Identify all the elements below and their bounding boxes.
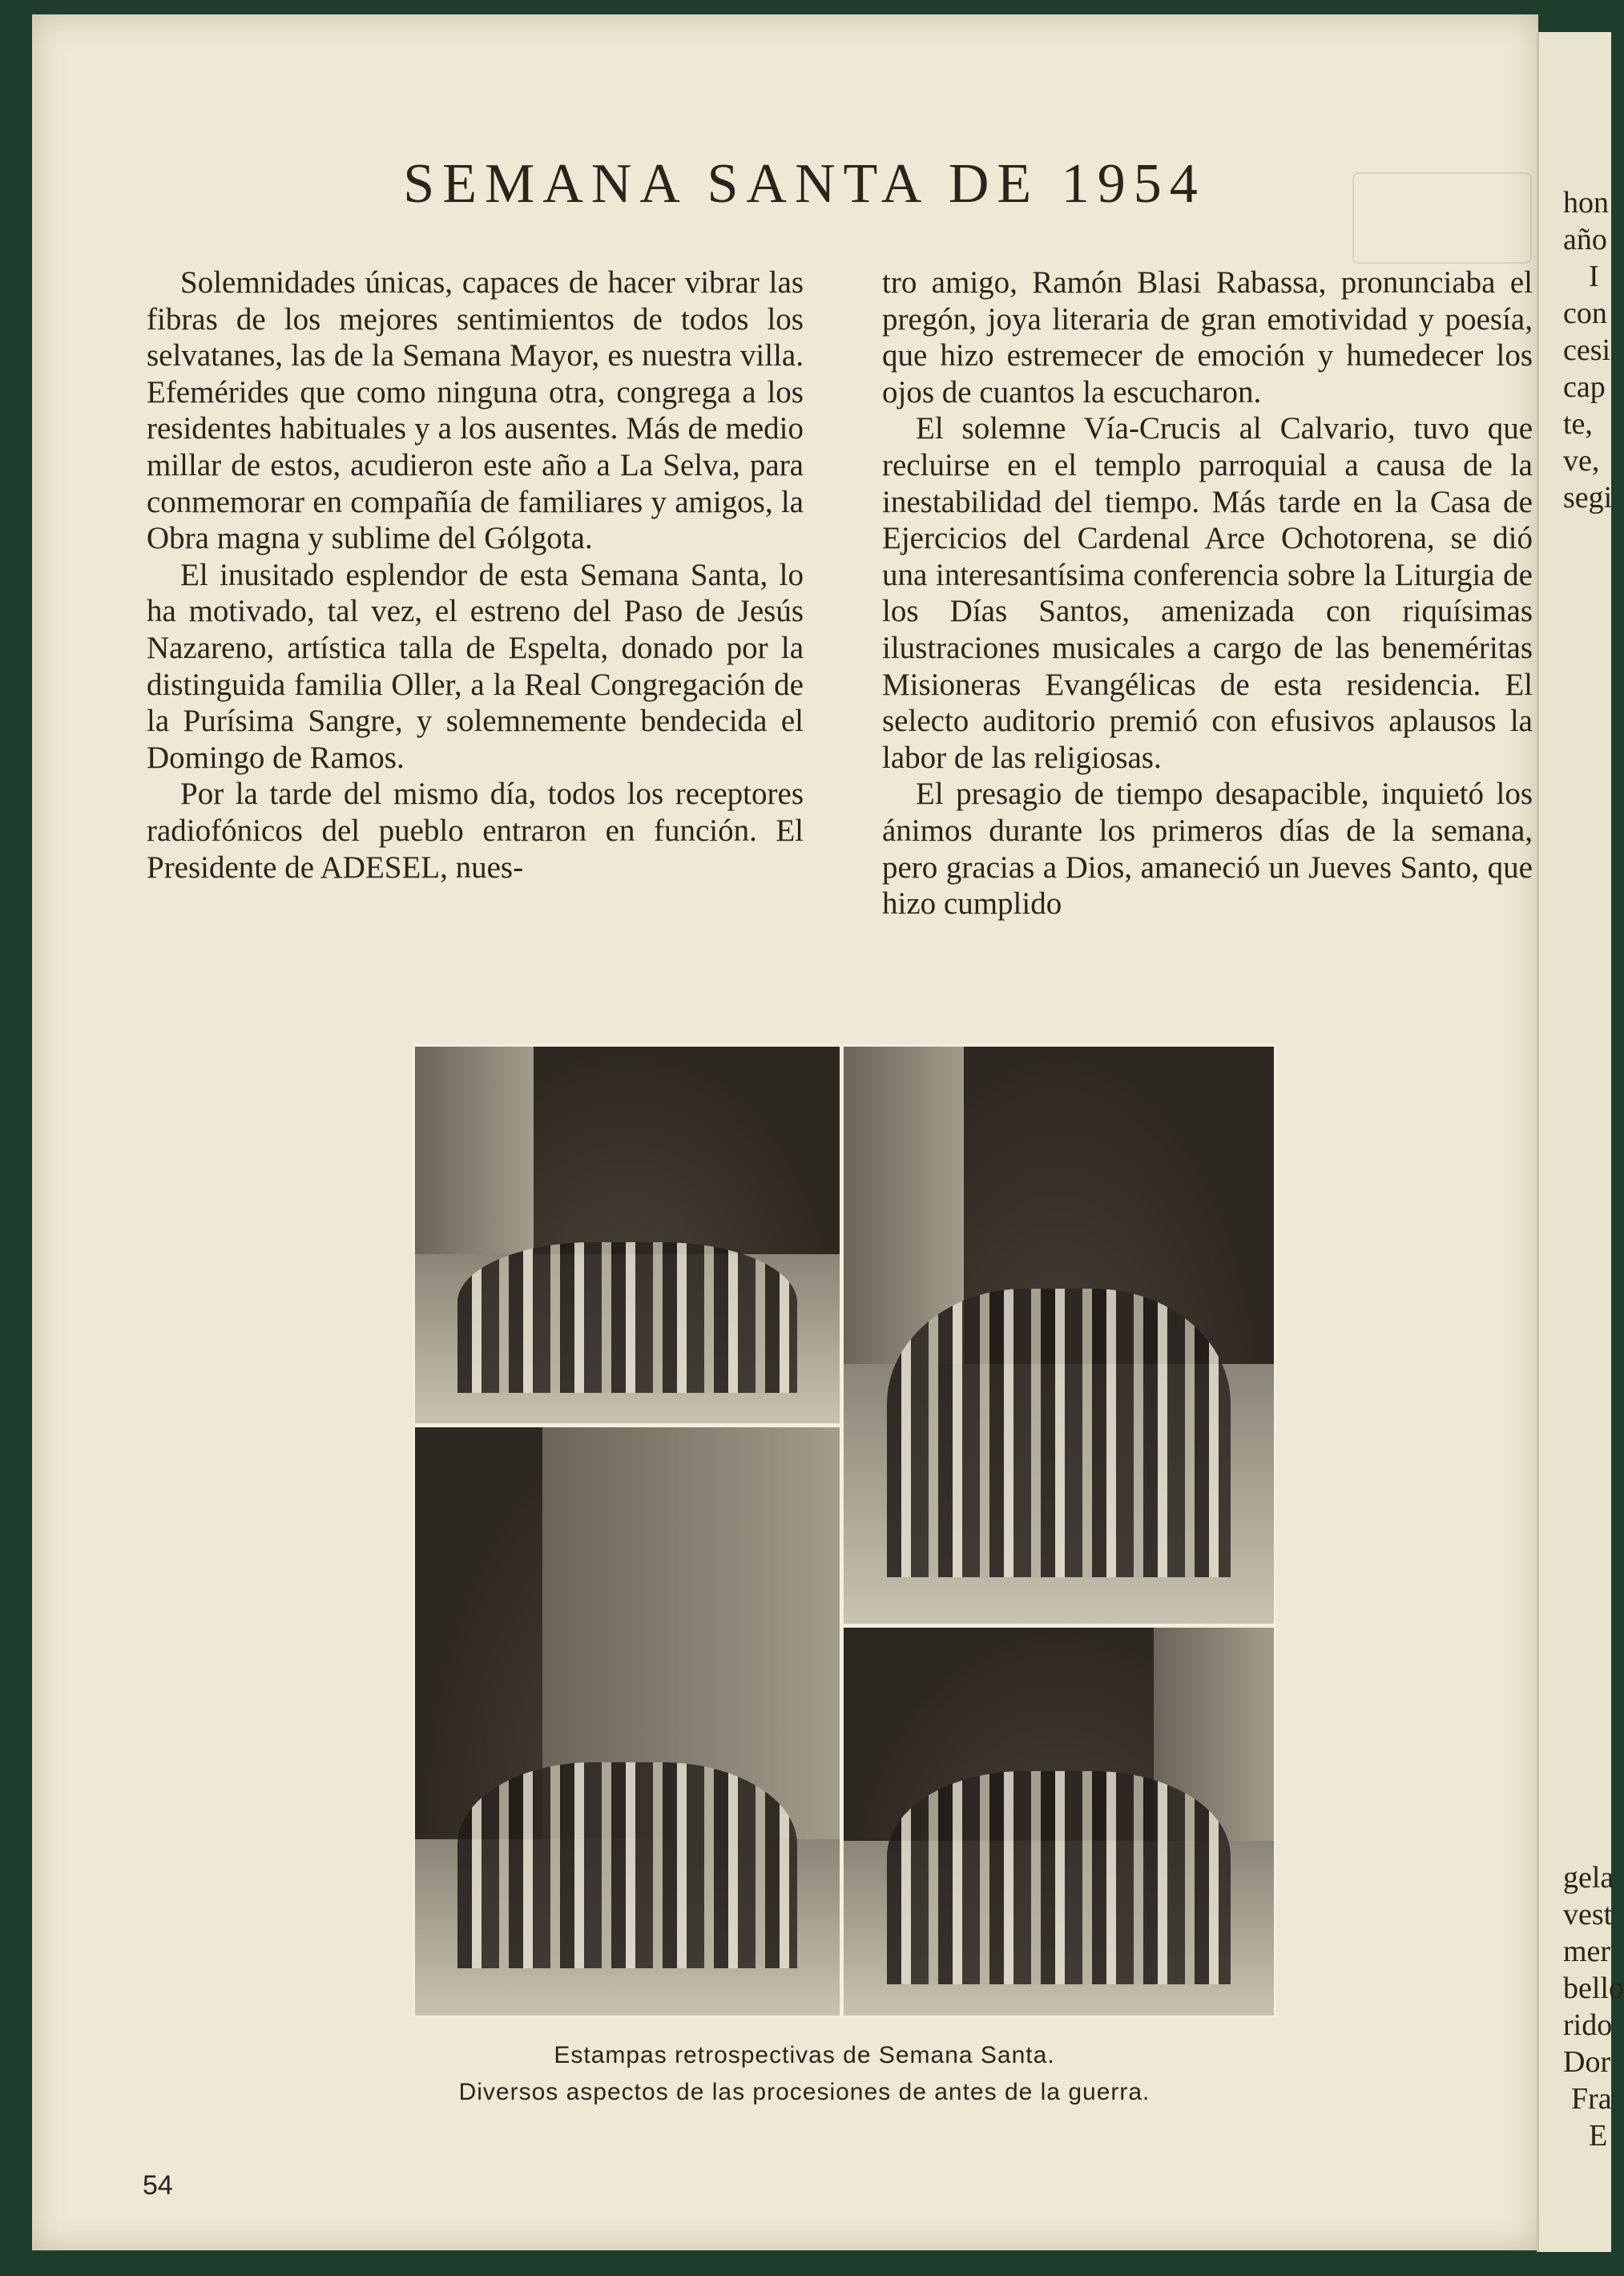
- next-page-fragment: año: [1563, 223, 1607, 256]
- procession-photo: [415, 1047, 840, 1423]
- next-page-fragment: gela: [1563, 1861, 1614, 1895]
- photo-caption-line: Diversos aspectos de las procesiones de antes de la guerra.: [458, 2079, 1151, 2105]
- paragraph: Por la tarde del mismo día, todos los receptores radiofónicos del pueblo entraron en función. El Presidente de ADESEL, nues-: [147, 777, 804, 885]
- procession-photo: [844, 1628, 1274, 2016]
- next-page-fragment: te,: [1563, 407, 1593, 441]
- procession-photo: [844, 1047, 1274, 1624]
- next-page-fragment: segi: [1563, 481, 1613, 515]
- next-page-fragment: I: [1589, 260, 1599, 293]
- next-page-fragment: Fra: [1571, 2082, 1612, 2116]
- paragraph: El solemne Vía-Crucis al Calvario, tuvo que recluirse en el templo parroquial a causa de la inestabilidad del tiempo. Más tarde en la Casa de Ejercicios del Cardenal Arce Ochotorena, se dió una interesantísima conferencia sobre la Liturgia de los Días Santos, amenizada con riquísimas ilustraciones musicales a cargo de las beneméritas Misioneras Evangélicas de esta residencia. El selecto auditorio premió con efusivos aplausos la labor de las religiosas.: [882, 411, 1533, 775]
- next-page-edge: [1537, 32, 1624, 2252]
- paragraph: El inusitado esplendor de esta Semana Santa, lo ha motivado, tal vez, el estreno del Paso de Jesús Nazareno, artística talla de Espelta, donado por la distinguida familia Oller, a la Real Congregación de la Purísima Sangre, y solemnemente bendecida el Domingo de Ramos.: [147, 557, 804, 775]
- next-page-fragment: E: [1589, 2119, 1608, 2153]
- next-page-fragment: con: [1563, 297, 1607, 330]
- next-page-fragment: cesi: [1563, 333, 1611, 367]
- paragraph: El presagio de tiempo desapacible, inquietó los ánimos durante los primeros días de la semana, pero gracias a Dios, amaneció un Jueves Santo, que hizo cumplido: [882, 777, 1533, 922]
- article-title: SEMANA SANTA DE 1954: [403, 153, 1206, 215]
- next-page-fragment: ve,: [1563, 444, 1600, 478]
- next-page-fragment: rido: [1563, 2008, 1613, 2042]
- next-page-fragment: bello: [1563, 1971, 1624, 2005]
- paragraph: tro amigo, Ramón Blasi Rabassa, pronunciaba el pregón, joya literaria de gran emotividad y poesía, que hizo estremecer de emoción y humedecer los ojos de cuantos la escucharon.: [882, 265, 1533, 410]
- right-column: [882, 264, 1533, 922]
- next-page-fragment: vest: [1563, 1898, 1613, 1931]
- paragraph: Solemnidades únicas, capaces de hacer vibrar las fibras de los mejores sentimientos de todos los selvatanes, las de la Semana Mayor, es nuestra villa. Efemérides que como ninguna otra, congrega a los residentes habituales y a los ausentes. Más de medio millar de estos, acudieron este año a La Selva, para conmemorar en compañía de familiares y amigos, la Obra magna y sublime del Gólgota.: [147, 265, 804, 556]
- photo-collage: [413, 1044, 1276, 2018]
- next-page-fragment: Dor: [1563, 2045, 1611, 2079]
- next-page-fragment: mer: [1563, 1935, 1611, 1968]
- next-page-fragment: cap: [1563, 370, 1606, 404]
- photo-caption-line: Estampas retrospectivas de Semana Santa.: [554, 2042, 1055, 2068]
- procession-photo: [415, 1427, 840, 2016]
- left-column: [147, 264, 804, 886]
- next-page-fragment: hon: [1563, 186, 1609, 220]
- page-number: 54: [143, 2170, 173, 2201]
